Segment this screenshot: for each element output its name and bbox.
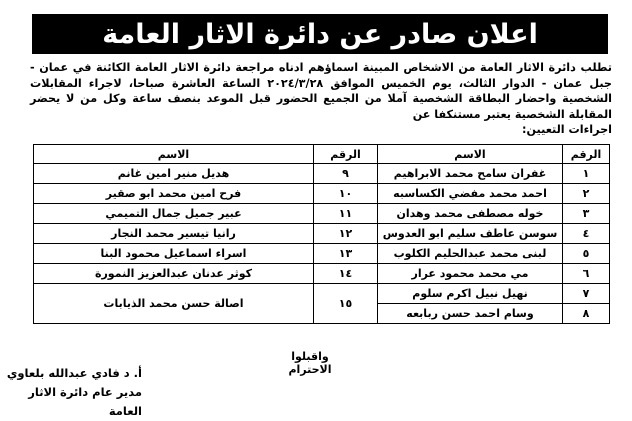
table-row — [34, 224, 610, 244]
intro-paragraph — [30, 60, 612, 138]
row-name: غفران سامح محمد الابراهيم — [378, 164, 563, 184]
table-row — [34, 244, 610, 264]
row-name: لبنى محمد عبدالحليم الكلوب — [378, 244, 563, 264]
announcement-title: اعلان صادر عن دائرة الاثار العامة — [32, 14, 608, 54]
header-name-right: الاسم — [378, 145, 563, 164]
row-name: وسام احمد حسن ربابعه — [378, 304, 563, 324]
header-name-left: الاسم — [34, 145, 314, 164]
row-name: فرح امين محمد ابو صقير — [34, 184, 314, 204]
intro-text: تطلب دائرة الاثار العامة من الاشخاص المبينة اسماؤهم ادناه مراجعة دائرة الاثار العامة الكائنة في عمان - جبل عمان - الدوار الثالث، يوم الخميس الموافق ٢٠٢٤/٣/٢٨ الساعة العاشرة صباحا، لاجراء المقابلات الشخصية واحضار البطاقة الشخصية آملا من الجميع الحضور قبل الموعد بنصف ساعة وكل من لا يحضر المقابلة الشخصية يعتبر مستنكفا عن — [30, 61, 612, 121]
row-number: ٥ — [563, 244, 610, 264]
row-number: ١٤ — [314, 264, 378, 284]
row-name: كوثر عدنان عبدالعزيز النمورة — [34, 264, 314, 284]
row-number: ٢ — [563, 184, 610, 204]
signer-title: مدير عام دائرة الاثار العامة — [28, 385, 142, 418]
intro-last-line: اجراءات التعيين: — [522, 123, 612, 137]
table-row — [34, 184, 610, 204]
row-number: ٩ — [314, 164, 378, 184]
row-number: ١٣ — [314, 244, 378, 264]
table-header-row — [34, 145, 610, 164]
row-number: ١١ — [314, 204, 378, 224]
row-number: ١ — [563, 164, 610, 184]
row-name: مي محمد محمود عرار — [378, 264, 563, 284]
row-name: احمد محمد مفضي الكساسبه — [378, 184, 563, 204]
signature-block — [2, 364, 142, 421]
candidates-table — [33, 144, 610, 324]
row-number: ٣ — [563, 204, 610, 224]
row-name: نهيل نبيل اكرم سلوم — [378, 284, 563, 304]
table-row — [34, 164, 610, 184]
row-name: اسراء اسماعيل محمود البنا — [34, 244, 314, 264]
header-number-right: الرقم — [563, 145, 610, 164]
row-name: هديل منير امين غانم — [34, 164, 314, 184]
row-number: ٧ — [563, 284, 610, 304]
table-row — [34, 284, 610, 304]
row-number: ١٥ — [314, 284, 378, 324]
row-number: ١٠ — [314, 184, 378, 204]
row-name: رانيا تيسير محمد النجار — [34, 224, 314, 244]
row-number: ٦ — [563, 264, 610, 284]
closing-line: واقبلوا الاحترام — [288, 350, 332, 376]
table-row — [34, 264, 610, 284]
row-name: اصالة حسن محمد الذيابات — [34, 284, 314, 324]
row-name: عبير جميل جمال التميمي — [34, 204, 314, 224]
row-number: ١٢ — [314, 224, 378, 244]
header-number-left: الرقم — [314, 145, 378, 164]
row-number: ٨ — [563, 304, 610, 324]
row-name: سوسن عاطف سليم ابو العدوس — [378, 224, 563, 244]
row-name: خوله مصطفى محمد وهدان — [378, 204, 563, 224]
table-row — [34, 204, 610, 224]
row-number: ٤ — [563, 224, 610, 244]
signer-name: أ. د فادي عبدالله بلعاوي — [6, 366, 142, 380]
